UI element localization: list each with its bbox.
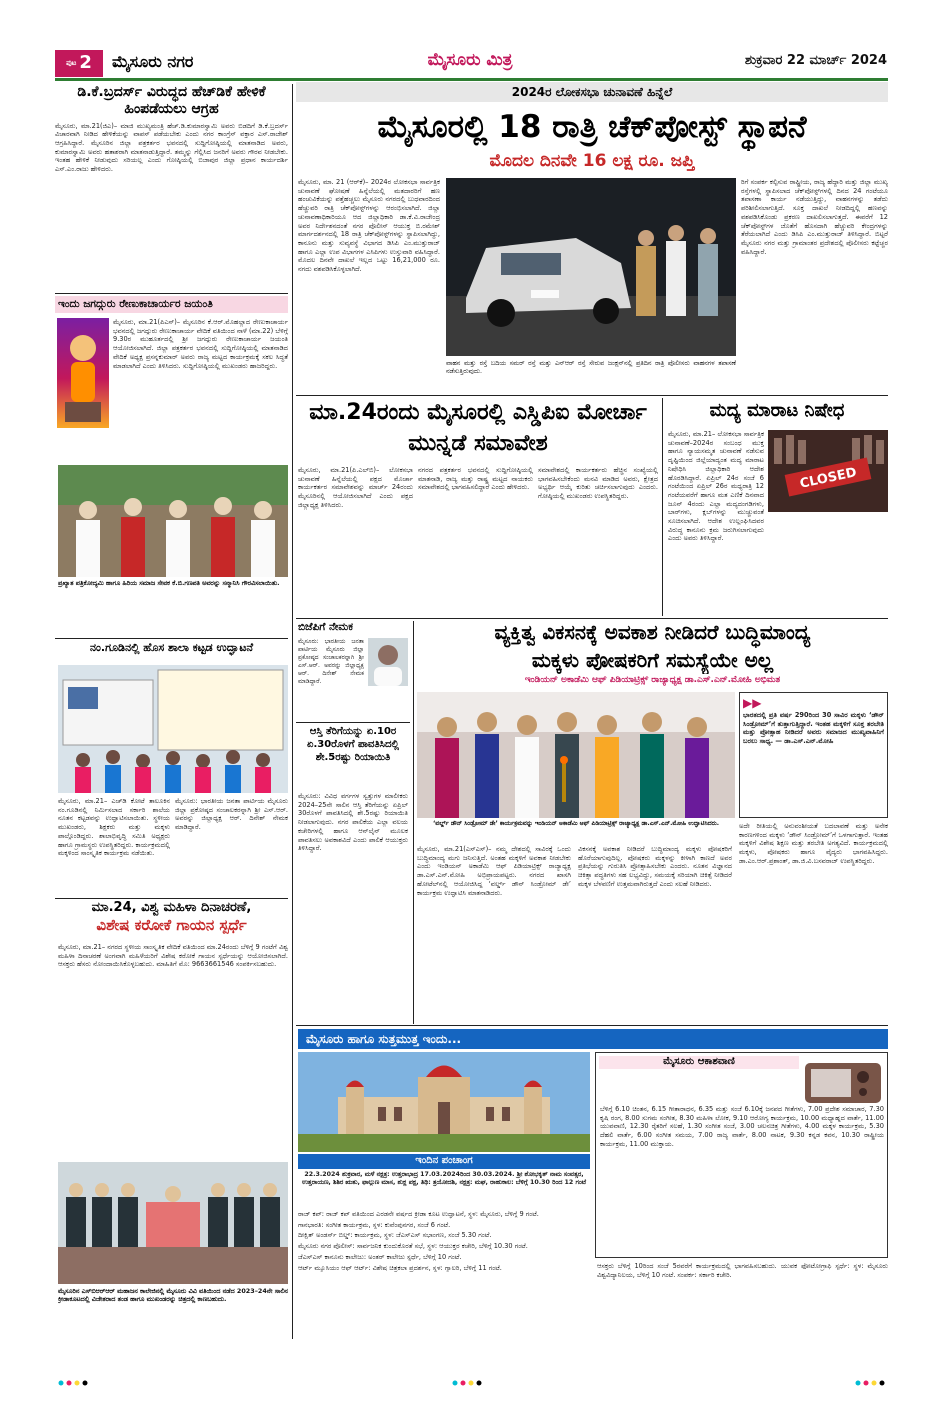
award-photo: [58, 465, 288, 577]
event-item: ಗಾನಭಾರತಿ: ಸಂಗೀತ ಕಾರ್ಯಕ್ರಮ, ಸ್ಥಳ: ಕುವೆಂಪುನಗರ, ಸಂಜೆ 6 ಗಂಟೆ.: [298, 1220, 451, 1229]
print-marks: [55, 1378, 888, 1388]
radio-schedule: ಬೆಳಿಗ್ಗೆ 6.10 ಚಿಂತನ, 6.15 ಗೀತಾರಾಧನ, 6.35 ಮತ್ತು ಸಂಜೆ 6.10ಕ್ಕೆ ಜನಪದ ಗೀತೆಗಳು, 7.00 ಪ್ರದೇಶ ಸಮಾಚಾರ, 7.30 ಕೃಷಿ ರಂಗ, 8.00 ಸುಗಮ ಸಂಗೀತ, 8.30 ಮಹಿಳಾ ಲೋಕ, 9.10 ಆರೋಗ್ಯ ಕಾರ್ಯಕ್ರಮ, 10.00 ಮಧ್ಯಾಹ್ನದ ವಾರ್ತೆ, 11.00 ಯುವವಾಣಿ, 12.30 ರೈತರಿಗೆ ಸಲಹೆ, 1.30 ಸಂಗೀತ ಸಂಜೆ, 3.00 ಚಲನಚಿತ್ರ ಗೀತೆಗಳು, 4.00 ಮಕ್ಕಳ ಕಾರ್ಯಕ್ರಮ, 5.30 ದೆಹಲಿ ವಾರ್ತೆ, 6.00 ಸಂಗೀತ ಸಮಯ, 7.00 ರಾಜ್ಯ ವಾರ್ತೆ, 8.00 ನಾಟಕ, 9.30 ಕನ್ನಡ ಕವನ, 10.30 ರಾಷ್ಟ್ರೀಯ ಕಾರ್ಯಕ್ರಮ, 11.00 ಮುಕ್ತಾಯ.: [600, 1105, 884, 1148]
lead-photo: [446, 178, 736, 356]
radio-icon: [803, 1057, 883, 1105]
tax-headline: ಆಸ್ತಿ ತೆರಿಗೆಯನ್ನು ಏ.10ರ ಏ.30ರೊಳಗೆ ಪಾವತಿಸಿದಲ್ಲಿ ಶೇ.5ರಷ್ಟು ರಿಯಾಯಿತಿ: [307, 726, 399, 763]
column-rule: [292, 84, 293, 1339]
lead-headline: ಮೈಸೂರಲ್ಲಿ 18 ರಾತ್ರಿ ಚೆಕ್‌ಪೋಸ್ಟ್ ಸ್ಥಾಪನೆ: [377, 109, 807, 145]
lead-subhead: ಮೊದಲ ದಿನವೇ 16 ಲಕ್ಷ ರೂ. ಜಪ್ತಿ: [489, 151, 695, 171]
autism-col-1: ಮೈಸೂರು, ಮಾ.21(ಎಸ್‌ಎಸ್)– ನಮ್ಮ ದೇಶದಲ್ಲಿ ಸಾವಿರಕ್ಕೆ ಒಂದು ಬುದ್ಧಿಮಾಂದ್ಯ ಮಗು ಜನಿಸುತ್ತಿದೆ. ಅಂತಹ ಮಕ್ಕಳಿಗೆ ಅವಕಾಶ ನೀಡಬೇಕು ಎಂದು ಇಂಡಿಯನ್ ಅಕಾಡೆಮಿ ಆಫ್ ಪಿಡಿಯಾಟ್ರಿಕ್ಸ್ ರಾಜ್ಯಾಧ್ಯಕ್ಷ ಡಾ.ಎಸ್.ಎನ್.ಮೋಹಿ ಅಭಿಪ್ರಾಯಪಟ್ಟರು. ನಗರದ ಖಾಸಗಿ ಹೋಟೆಲ್‌ನಲ್ಲಿ ಆಯೋಜಿಸಿದ್ದ ‘ವರ್ಲ್ಡ್ ಡೌನ್ ಸಿಂಡ್ರೋಮ್ ಡೇ’ ಕಾರ್ಯಕ್ರಮ ಉದ್ಘಾಟಿಸಿ ಮಾತನಾಡಿದರು.: [417, 845, 571, 897]
autism-subhead: ಇಂಡಿಯನ್ ಅಕಾಡೆಮಿ ಆಫ್ ಪಿಡಿಯಾಟ್ರಿಕ್ಸ್ ರಾಜ್ಯಾಧ್ಯಕ್ಷ ಡಾ.ಎಸ್.ಎನ್.ಮೋಹಿ ಅಭಿಮತ: [524, 675, 781, 685]
event-item: ಮೈಸೂರು ನಗರ ಪೊಲೀಸ್: ಸಾರ್ವಜನಿಕ ಕುಂದುಕೊರತೆ ಸಭೆ, ಸ್ಥಳ: ಆಯುಕ್ತರ ಕಚೇರಿ, ಬೆಳಿಗ್ಗೆ 10.30 ಗಂಟೆ.: [298, 1242, 528, 1251]
masthead-rule: [55, 78, 888, 81]
school-body-2: [175, 797, 288, 897]
sdpi-col-2: ನಗರದ ಪತ್ರಕರ್ತರ ಭವನದಲ್ಲಿ ಸುದ್ದಿಗೋಷ್ಠಿಯಲ್ಲಿ ಮಾತನಾಡಿ, ರಾಜ್ಯ ಮತ್ತು ರಾಷ್ಟ್ರ ಮಟ್ಟದ ನಾಯಕರು ಸಮಾವೇಶದಲ್ಲಿ ಭಾಗವಹಿಸಲಿದ್ದಾರೆ ಎಂದು ಹೇಳಿದರು.: [418, 466, 533, 492]
autism-caption: ‘ವರ್ಲ್ಡ್ ಡೌನ್ ಸಿಂಡ್ರೋಮ್ ಡೇ’ ಕಾರ್ಯಕ್ರಮವನ್ನು ಇಂಡಿಯನ್ ಅಕಾಡೆಮಿ ಆಫ್ ಪಿಡಿಯಾಟ್ರಿಕ್ಸ್ ರಾಜ್ಯಾಧ್ಯಕ್ಷ ಡಾ.ಎಸ್.ಎನ್.ಮೋಹಿ ಉದ್ಘಾಟಿಸಿದರು.: [432, 820, 720, 827]
renuka-headline: ಇಂದು ಜಗದ್ಗುರು ರೇಣುಕಾಚಾರ್ಯರ ಜಯಂತಿ: [55, 296, 288, 313]
lead-photo-caption: ವಾಹನ ಮತ್ತು ರಸ್ತೆ ಬದಿಯ ಸಮರ್ ರಸ್ತೆ ಮತ್ತು ಎನ್ಆರ್ ರಸ್ತೆ ಸೇರುವ ಜಂಕ್ಷನ್‌ನಲ್ಲಿ ಪ್ರತಿದಿನ ರಾತ್ರಿ ಪೊಲೀಸರು ವಾಹನಗಳ ತಪಾಸಣೆ ನಡೆಸುತ್ತಿರುವುದು.: [446, 359, 736, 376]
section-title: ಮೈಸೂರು ನಗರ: [112, 52, 194, 71]
lamp-lighting-icon: [417, 692, 735, 818]
award-caption: ಪ್ರಖ್ಯಾತ ಪತ್ರಿಕೋದ್ಯಮಿ ಹಾಗೂ ಹಿರಿಯ ಸಮಾಜ ಸೇವಕ ಕೆ.ಬಿ.ಗಣಪತಿ ಅವರನ್ನು ಸನ್ಮಾನಿಸಿ ಗೌರವಿಸಲಾಯಿತು.: [58, 579, 280, 587]
liquor-photo: [768, 430, 888, 512]
group-people-icon: [58, 465, 288, 577]
page-number-badge: [55, 50, 103, 77]
quote-arrow-icon: ▶▶: [743, 696, 762, 710]
renuka-article: [55, 296, 288, 461]
event-item: ದೀಕ್ಷಿತ್ ಅಂಡರ್ಸ್ ಬಿಲ್ಡ್: ಕಾರ್ಯಕ್ರಮ, ಸ್ಥಳ: ಜೆಎಸ್‌ಎಸ್ ಸಭಾಂಗಣ, ಸಂಜೆ 5.30 ಗಂಟೆ.: [298, 1231, 492, 1240]
school-body-1: ಮೈಸೂರು, ಮಾ.21– ಎಚ್‌ಡಿ ಕೋಟೆ ತಾಲೂಕಿನ ನಂ.ಗೂಡಿನಲ್ಲಿ ನಿರ್ಮಿಸಲಾದ ಸರ್ಕಾರಿ ಶಾಲೆಯ ನೂತನ ಕಟ್ಟಡವನ್ನು ಉದ್ಘಾಟಿಸಲಾಯಿತು. ಸ್ಥಳೀಯ ಮುಖಂಡರು, ಶಿಕ್ಷಕರು ಮತ್ತು ಮಕ್ಕಳು ಪಾಲ್ಗೊಂಡಿದ್ದರು. ಶಾಲಾಭಿವೃದ್ಧಿ ಸಮಿತಿ ಅಧ್ಯಕ್ಷರು ಹಾಗೂ ಗ್ರಾಮಸ್ಥರು ಉಪಸ್ಥಿತರಿದ್ದರು. ಕಾರ್ಯಕ್ರಮದಲ್ಲಿ ಮಕ್ಕಳಿಂದ ಸಾಂಸ್ಕೃತಿಕ ಕಾರ್ಯಕ್ರಮ ನಡೆಯಿತು.: [58, 797, 170, 858]
sports-photo: [58, 1162, 288, 1284]
events-list: [298, 1210, 590, 1340]
divider: [296, 1025, 888, 1026]
mysore-palace-icon: [298, 1052, 590, 1152]
radio-title: ಮೈಸೂರು ಆಕಾಶವಾಣಿ: [599, 1056, 799, 1069]
dk-body: ಮೈಸೂರು, ಮಾ.21(ಜಿಎ)– ಮಾಜಿ ಮುಖ್ಯಮಂತ್ರಿ ಹೆಚ್.ಡಿ.ಕುಮಾರಸ್ವಾಮಿ ಅವರು ಬಿಡದಿಗೆ ಡಿ.ಕೆ.ಬ್ರದರ್ಸ್ ವಿಚಾರವಾಗಿ ನೀಡಿದ ಹೇಳಿಕೆಯನ್ನು ವಾಪಸ್ ಪಡೆಯಬೇಕು ಎಂದು ನಗರ ಕಾಂಗ್ರೆಸ್ ವಕ್ತಾರ ಎಸ್.ರಾಜೇಶ್ ಆಗ್ರಹಿಸಿದ್ದಾರೆ. ಮೈಸೂರಿನ ಜಿಲ್ಲಾ ಪತ್ರಕರ್ತರ ಭವನದಲ್ಲಿ ಸುದ್ದಿಗೋಷ್ಠಿಯಲ್ಲಿ ಮಾತನಾಡಿದ ಅವರು, ಕುಮಾರಸ್ವಾಮಿ ಅವರು ಹತಾಶರಾಗಿ ಮಾತನಾಡುತ್ತಿದ್ದಾರೆ. ತಮ್ಮನ್ನು ಗೆಲ್ಲಿಸಿದ ಜನರಿಗೆ ಅವರು ಗೌರವ ನೀಡಬೇಕು. ಇಂತಹ ಹೇಳಿಕೆ ನೀಡುವುದು ಸರಿಯಲ್ಲ ಎಂದು ಗೋಷ್ಠಿಯಲ್ಲಿ ಬಿಜಾಪುರ ಜಿಲ್ಲಾ ಪ್ರಧಾನ ಕಾರ್ಯದರ್ಶಿ ಎಸ್.ಎಂ.ರಾಜು ಹೇಳಿದರು.: [55, 121, 288, 174]
event-item: ಆರ್ಟ್ ಮ್ಯೂಸಿಯಂ ಆಫ್ ಆರ್ಟ್: ವಿಶೇಷ ಚಿತ್ರಕಲಾ ಪ್ರದರ್ಶನ, ಸ್ಥಳ: ಗ್ಯಾಲರಿ, ಬೆಳಿಗ್ಗೆ 11 ಗಂಟೆ.: [298, 1263, 502, 1272]
event-item: ರಾಜ್ ಕಪ್: ರಾಜ್ ಕಪ್ ವತಿಯಿಂದ ಎರಡನೇ ವರ್ಷದ ಕ್ರೀಡಾ ಕೂಟ ಉದ್ಘಾಟನೆ, ಸ್ಥಳ: ಮೈಸೂರು, ಬೆಳಿಗ್ಗೆ 9 ಗಂಟೆ.: [298, 1210, 539, 1218]
divider: [296, 722, 410, 723]
panchanga-box: [298, 1154, 590, 1206]
registration-dots-icon: [55, 1378, 888, 1388]
panchanga-title: ಇಂದಿನ ಪಂಚಾಂಗ: [298, 1154, 590, 1169]
divider: [296, 395, 888, 396]
sdpi-col-1: ಮೈಸೂರು, ಮಾ.21(ಪಿ.ಎಲ್‌ಬಿ)– ಲೋಕಸಭಾ ಚುನಾವಣೆ ಹಿನ್ನೆಲೆಯಲ್ಲಿ ಪಕ್ಷದ ಮೊರ್ಚಾ ಕಾರ್ಯಕರ್ತರ ಸಮಾವೇಶವನ್ನು ಮಾರ್ಚ್ 24ರಂದು ಮೈಸೂರಿನಲ್ಲಿ ಆಯೋಜಿಸಲಾಗಿದೆ ಎಂದು ಪಕ್ಷದ ಜಿಲ್ಲಾಧ್ಯಕ್ಷ ತಿಳಿಸಿದರು.: [298, 466, 413, 509]
autism-col-3: ಅದೇ ರೀತಿಯಲ್ಲಿ ಅನುವಂಶೀಯತೆ ಬದಲಾವಣೆ ಮತ್ತು ಅನೇಕ ಕಾರಣಗಳಿಂದ ಮಕ್ಕಳು ‘ಡೌನ್ ಸಿಂಡ್ರೋಮ್’ಗೆ ಒಳಗಾಗುತ್ತಾರೆ. ಇಂತಹ ಮಕ್ಕಳಿಗೆ ವಿಶೇಷ ಶಿಕ್ಷಣ ಮತ್ತು ತರಬೇತಿ ಅಗತ್ಯವಿದೆ. ಕಾರ್ಯಕ್ರಮದಲ್ಲಿ ಮಕ್ಕಳು, ಪೋಷಕರು ಹಾಗೂ ವೈದ್ಯರು ಭಾಗವಹಿಸಿದ್ದರು. ಡಾ.ಎಂ.ಆರ್.ಪ್ರಶಾಂತ್, ಡಾ.ಜಿ.ವಿ.ಬಸವರಾಜ್ ಉಪಸ್ಥಿತರಿದ್ದರು.: [739, 822, 888, 865]
deity-icon: [57, 318, 109, 428]
autism-photo: [417, 692, 735, 818]
panchanga-text: 22.3.2024 ಶುಕ್ರವಾರ, ಮಳೆ ನಕ್ಷತ್ರ: ಉತ್ತರಾಭಾದ್ರ 17.03.2024ರಿಂದ 30.03.2024. ಶ್ರೀ ಶೋಭಕೃತ್ ನಾಮ ಸಂವತ್ಸರ, ಉತ್ತರಾಯಣ, ಶಿಶಿರ ಋತು, ಫಾಲ್ಗುಣ ಮಾಸ, ಶುಕ್ಲ ಪಕ್ಷ, ತಿಥಿ: ತ್ರಯೋದಶಿ, ನಕ್ಷತ್ರ: ಮಘ, ರಾಹುಕಾಲ: ಬೆಳಿಗ್ಗೆ 10.30 ರಿಂದ 12 ಗಂಟೆ: [301, 1170, 587, 1186]
renuka-body: ಮೈಸೂರು, ಮಾ.21(ಪಿಎಸ್)– ಮೈಸೂರಿನ ಕೆ.ಆರ್.ಮೊಹಲ್ಲಾದ ರೇಣುಕಾಚಾರ್ಯ ಭವನದಲ್ಲಿ ಜಗದ್ಗುರು ರೇಣುಕಾಚಾರ್ಯ ವೇದಿಕೆ ವತಿಯಿಂದ ನಾಳೆ (ಮಾ.22) ಬೆಳಿಗ್ಗೆ 9.30ರ ಮುಹೂರ್ತದಲ್ಲಿ ಶ್ರೀ ಜಗದ್ಗುರು ರೇಣುಕಾಚಾರ್ಯ ಜಯಂತಿ ಆಯೋಜಿಸಲಾಗಿದೆ. ಜಿಲ್ಲಾ ಪತ್ರಕರ್ತರ ಭವನದಲ್ಲಿ ಸುದ್ದಿಗೋಷ್ಠಿಯಲ್ಲಿ ಮಾತನಾಡಿದ ವೇದಿಕೆ ಅಧ್ಯಕ್ಷ ಪ್ರಸನ್ನಕುಮಾರ್ ಅವರು ರಾಜ್ಯ ಮಟ್ಟದ ಕಾರ್ಯಕ್ರಮಕ್ಕೆ ಸಕಲ ಸಿದ್ಧತೆ ಮಾಡಲಾಗಿದೆ ಎಂದು ತಿಳಿಸಿದರು. ಸುದ್ದಿಗೋಷ್ಠಿಯಲ್ಲಿ ಮುಖಂಡರು ಹಾಜರಿದ್ದರು.: [113, 318, 288, 370]
today-extra: ಆಸಕ್ತರು ಬೆಳಿಗ್ಗೆ 10ರಿಂದ ಸಂಜೆ 5ರವರೆಗೆ ಕಾರ್ಯಕ್ರಮದಲ್ಲಿ ಭಾಗವಹಿಸಬಹುದು. ಯುವಕ ಫೋಟೋಗ್ರಾಫಿ ಸ್ಪರ್ಧೆ: ಸ್ಥಳ: ಮೈಸೂರು ವಿಶ್ವವಿದ್ಯಾನಿಲಯ, ಬೆಳಿಗ್ಗೆ 10 ಗಂಟೆ. ಸಂಪರ್ಕ: ಸರ್ಕಾರಿ ಕಚೇರಿ.: [597, 1262, 888, 1279]
karaoke-headline-1: ಮಾ.24, ವಿಶ್ವ ಮಹಿಳಾ ದಿನಾಚರಣೆ,: [91, 900, 252, 915]
page-number: 2: [79, 52, 92, 74]
bjp-portrait: [368, 638, 408, 686]
divider: [55, 898, 288, 899]
divider: [296, 618, 888, 619]
palace-photo: [298, 1052, 590, 1152]
lead-kicker: 2024ರ ಲೋಕಸಭಾ ಚುನಾವಣೆ ಹಿನ್ನೆಲೆ: [296, 82, 888, 102]
today-banner: ಮೈಸೂರು ಹಾಗೂ ಸುತ್ತಮುತ್ತ ಇಂದು...: [298, 1029, 888, 1049]
school-headline: ನಂ.ಗೂಡಿನಲ್ಲಿ ಹೊಸ ಶಾಲಾ ಕಟ್ಟಡ ಉದ್ಘಾಟನೆ: [89, 641, 254, 654]
sports-caption: ಮೈಸೂರಿನ ಎಸ್‌ಬಿಆರ್‌ಆರ್ ಮಹಾಜನ ಕಾಲೇಜಿನಲ್ಲಿ ಮೈಸೂರು ವಿವಿ ವತಿಯಿಂದ ನಡೆದ 2023–24ನೇ ಸಾಲಿನ ಕ್ರೀಡಾಕೂಟದಲ್ಲಿ ವಿಜೇತರಾದ ತಂಡ ಹಾಗೂ ಮುಖಂಡರನ್ನು ಚಿತ್ರದಲ್ಲಿ ಕಾಣಬಹುದು.: [58, 1287, 288, 1304]
closed-shop-icon: [768, 430, 888, 512]
checkpost-car-icon: [446, 178, 736, 356]
column-rule: [662, 398, 663, 616]
autism-col-2: ವಿಕಸನಕ್ಕೆ ಅವಕಾಶ ನೀಡಿದರೆ ಬುದ್ಧಿಮಾಂದ್ಯ ಮಕ್ಕಳು ಪೋಷಕರಿಗೆ ಹೊರೆಯಾಗುವುದಿಲ್ಲ. ಪೋಷಕರು ಮಕ್ಕಳನ್ನು ಕೀಳಾಗಿ ಕಾಣದೆ ಅವರ ಪ್ರತಿಭೆಯನ್ನು ಗುರುತಿಸಿ ಪ್ರೋತ್ಸಾಹಿಸಬೇಕು ಎಂದರು. ನೂತನ ವಿಜ್ಞಾನದ ಚಿಕಿತ್ಸಾ ಪದ್ಧತಿಗಳು ಸಹ ಲಭ್ಯವಿದ್ದು, ಸಮಯಕ್ಕೆ ಸರಿಯಾಗಿ ಚಿಕಿತ್ಸೆ ನೀಡಿದರೆ ಮಕ್ಕಳ ಬೆಳವಣಿಗೆ ಉತ್ತಮವಾಗಿರುತ್ತದೆ ಎಂದು ಸಲಹೆ ನೀಡಿದರು.: [578, 845, 732, 888]
dk-headline: ಡಿ.ಕೆ.ಬ್ರದರ್ಸ್ ವಿರುದ್ಧದ ಹೆಚ್‌ಡಿಕೆ ಹೇಳಿಕೆ ಹಿಂಪಡೆಯಲು ಆಗ್ರಹ: [77, 84, 266, 117]
autism-headline-1: ವ್ಯಕ್ತಿತ್ವ ವಿಕಸನಕ್ಕೆ ಅವಕಾಶ ನೀಡಿದರೆ ಬುದ್ಧಿಮಾಂದ್ಯ: [494, 620, 811, 644]
autism-headline-2: ಮಕ್ಕಳು ಪೋಷಕರಿಗೆ ಸಮಸ್ಯೆಯೇ ಅಲ್ಲ: [531, 648, 774, 672]
tax-body: ಮೈಸೂರು: ವಿವಿಧ ವರ್ಗಗಳ ಸ್ವತ್ತುಗಳ ಮಾಲೀಕರು 2024–25ನೇ ಸಾಲಿನ ಆಸ್ತಿ ತೆರಿಗೆಯನ್ನು ಏಪ್ರಿಲ್ 30ರೊಳಗೆ ಪಾವತಿಸಿದಲ್ಲಿ ಶೇ.5ರಷ್ಟು ರಿಯಾಯಿತಿ ನೀಡಲಾಗುವುದು. ನಗರ ಪಾಲಿಕೆಯ ಎಲ್ಲಾ ವಲಯ ಕಚೇರಿಗಳಲ್ಲಿ ಹಾಗೂ ಆನ್‌ಲೈನ್ ಮೂಲಕ ಪಾವತಿಸಲು ಅವಕಾಶವಿದೆ ಎಂದು ಪಾಲಿಕೆ ಆಯುಕ್ತರು ತಿಳಿಸಿದ್ದಾರೆ.: [298, 792, 408, 853]
page-label: ಪುಟ: [66, 59, 77, 68]
school-photo: [58, 665, 288, 793]
bjp-headline: ಬಿಜೆಪಿಗೆ ನೇಮಕ: [298, 621, 354, 633]
autism-quote-box: [739, 692, 888, 818]
dk-article: [55, 84, 288, 290]
divider: [55, 293, 288, 294]
lead-col-3: ರಿಗೆ ಸಂಪರ್ಕ ಕಲ್ಪಿಸುವ ರಾಷ್ಟ್ರೀಯ, ರಾಜ್ಯ ಹೆದ್ದಾರಿ ಮತ್ತು ಜಿಲ್ಲಾ ಮುಖ್ಯ ರಸ್ತೆಗಳಲ್ಲಿ ಸ್ಥಾಪಿಸಲಾದ ಚೆಕ್‌ಪೋಸ್ಟ್‌ಗಳಲ್ಲಿ ದಿನದ 24 ಗಂಟೆಯೂ ತಪಾಸಣಾ ಕಾರ್ಯ ನಡೆಯುತ್ತಿದ್ದು, ವಾಹನಗಳನ್ನು ತಡೆದು ಪರಿಶೀಲಿಸಲಾಗುತ್ತಿದೆ. ಸೂಕ್ತ ದಾಖಲೆ ನೀಡದಿದ್ದಲ್ಲಿ ಹಣವನ್ನು ವಶಪಡಿಸಿಕೊಂಡು ಪ್ರಕರಣ ದಾಖಲಿಸಲಾಗುತ್ತದೆ. ಈವರೆಗೆ 12 ಚೆಕ್‌ಪೋಸ್ಟ್‌ಗಳ ಜೊತೆಗೆ ಹೊಸದಾಗಿ ಹೆಚ್ಚುವರಿ ಕೇಂದ್ರಗಳನ್ನು ತೆರೆಯಲಾಗಿದೆ ಎಂದು ಡಿಸಿಪಿ ಎಂ.ಮುತ್ತುರಾಜ್ ತಿಳಿಸಿದ್ದಾರೆ. ಬಿಟ್ಟರೆ ಮೈಸೂರು ನಗರ ಮತ್ತು ಗ್ರಾಮಾಂತರ ಪ್ರದೇಶದಲ್ಲಿ ಪೊಲೀಸರು ಕಟ್ಟೆಚ್ಚರ ವಹಿಸಿದ್ದಾರೆ.: [741, 178, 888, 256]
issue-date: ಶುಕ್ರವಾರ 22 ಮಾರ್ಚ್ 2024: [744, 53, 887, 68]
sdpi-headline: ಮಾ.24ರಂದು ಮೈಸೂರಲ್ಲಿ ಎಸ್ಡಿಪಿಐ ಮೋರ್ಚಾ ಮುನ್ನಡೆ ಸಮಾವೇಶ: [309, 400, 647, 456]
karaoke-headline-2: ವಿಶೇಷ ಕರೋಕೆ ಗಾಯನ ಸ್ಪರ್ಧೆ: [96, 916, 247, 935]
renuka-portrait: [57, 318, 109, 428]
person-portrait-icon: [368, 638, 408, 686]
column-rule: [413, 621, 414, 1024]
svg-text:CLOSED: CLOSED: [798, 465, 858, 492]
liquor-headline: ಮದ್ಯ ಮಾರಾಟ ನಿಷೇಧ: [709, 400, 845, 421]
event-item: ಜೆಎಸ್‌ಎಸ್ ಕಾನೂನು ಕಾಲೇಜು: ಅಂತರ್ ಕಾಲೇಜು ಸ್ಪರ್ಧೆ, ಬೆಳಿಗ್ಗೆ 10 ಗಂಟೆ.: [298, 1252, 462, 1261]
paper-name: ಮೈಸೂರು ಮಿತ್ರ: [427, 50, 513, 70]
bjp-body: ಮೈಸೂರು: ಭಾರತೀಯ ಜನತಾ ಪಾರ್ಟಿಯ ಮೈಸೂರು ಜಿಲ್ಲಾ ಪ್ರಕೋಷ್ಠದ ಸಂಚಾಲಕರನ್ನಾಗಿ ಶ್ರೀ ಎಸ್.ಆರ್. ಅವರನ್ನು ಜಿಲ್ಲಾಧ್ಯಕ್ಷ ಆರ್. ದಿನೇಶ್ ನೇಮಕ ಮಾಡಿದ್ದಾರೆ.: [298, 638, 364, 685]
divider: [55, 638, 288, 639]
lead-col-1: ಮೈಸೂರು, ಮಾ. 21 (ಆರ್‌ಕೆ)– 2024ರ ಲೋಕಸಭಾ ಸಾರ್ವತ್ರಿಕ ಚುನಾವಣೆ ಘೋಷಣೆ ಹಿನ್ನೆಲೆಯಲ್ಲಿ ಮತದಾರರಿಗೆ ಹಣ ಹಂಚುವಿಕೆಯನ್ನು ಪತ್ತೆಹಚ್ಚಲು ಮೈಸೂರು ನಗರದಲ್ಲಿ ಬುಧವಾರದಿಂದ ಹೆಚ್ಚುವರಿ ರಾತ್ರಿ ಚೆಕ್‌ಪೋಸ್ಟ್‌ಗಳನ್ನು ಆರಂಭಿಸಲಾಗಿದೆ. ಜಿಲ್ಲಾ ಚುನಾವಣಾಧಿಕಾರಿಯೂ ಆದ ಜಿಲ್ಲಾಧಿಕಾರಿ ಡಾ.ಕೆ.ವಿ.ರಾಜೇಂದ್ರ ಅವರ ನಿರ್ದೇಶನದಂತೆ ನಗರ ಪೊಲೀಸ್ ಆಯುಕ್ತ ಬಿ.ರಮೇಶ್ ಮಾರ್ಗದರ್ಶನದಲ್ಲಿ 18 ರಾತ್ರಿ ಚೆಕ್‌ಪೋಸ್ಟ್‌ಗಳನ್ನು ಸ್ಥಾಪಿಸಲಾಗಿದ್ದು, ಕಾನೂನು ಮತ್ತು ಸುವ್ಯವಸ್ಥೆ ವಿಭಾಗದ ಡಿಸಿಪಿ ಎಂ.ಮುತ್ತುರಾಜ್ ಹಾಗೂ ಎಲ್ಲಾ ಉಪ ವಿಭಾಗಗಳ ಎಸಿಪಿಗಳು ಉಸ್ತುವಾರಿ ವಹಿಸಿದ್ದಾರೆ. ಮೊದಲ ದಿನವೇ ದಾಖಲೆ ಇಲ್ಲದ ಒಟ್ಟು 16,21,000 ರೂ. ನಗದು ವಶಪಡಿಸಿಕೊಳ್ಳಲಾಗಿದೆ.: [298, 178, 440, 274]
liquor-body: ಮೈಸೂರು, ಮಾ.21– ಲೋಕಸಭಾ ಸಾರ್ವತ್ರಿಕ ಚುನಾವಣೆ–2024ರ ಸಂಬಂಧ ಮುಕ್ತ ಹಾಗೂ ನ್ಯಾಯಸಮ್ಮತ ಚುನಾವಣೆ ನಡೆಸುವ ದೃಷ್ಟಿಯಿಂದ ಜಿಲ್ಲೆಯಾದ್ಯಂತ ಮದ್ಯ ಮಾರಾಟ ನಿಷೇಧಿಸಿ ಜಿಲ್ಲಾಧಿಕಾರಿ ಆದೇಶ ಹೊರಡಿಸಿದ್ದಾರೆ. ಏಪ್ರಿಲ್ 24ರ ಸಂಜೆ 6 ಗಂಟೆಯಿಂದ ಏಪ್ರಿಲ್ 26ರ ಮಧ್ಯರಾತ್ರಿ 12 ಗಂಟೆಯವರೆಗೆ ಹಾಗೂ ಮತ ಎಣಿಕೆ ದಿನವಾದ ಜೂನ್ 4ರಂದು ಎಲ್ಲಾ ಮದ್ಯದಂಗಡಿಗಳು, ಬಾರ್‌ಗಳು, ಕ್ಲಬ್‌ಗಳನ್ನು ಮುಚ್ಚುವಂತೆ ಸೂಚಿಸಲಾಗಿದೆ. ಆದೇಶ ಉಲ್ಲಂಘಿಸಿದವರ ವಿರುದ್ಧ ಕಾನೂನು ಕ್ರಮ ಜರುಗಿಸಲಾಗುವುದು ಎಂದು ಅವರು ತಿಳಿಸಿದ್ದಾರೆ.: [668, 430, 764, 543]
sdpi-col-3: ಸಮಾವೇಶದಲ್ಲಿ ಕಾರ್ಯಕರ್ತರು ಹೆಚ್ಚಿನ ಸಂಖ್ಯೆಯಲ್ಲಿ ಭಾಗವಹಿಸಬೇಕೆಂದು ಮನವಿ ಮಾಡಿದ ಅವರು, ಕ್ಷೇತ್ರದ ಅಭ್ಯರ್ಥಿ ಆಯ್ಕೆ ಕುರಿತು ಚರ್ಚಿಸಲಾಗುವುದು ಎಂದರು. ಗೋಷ್ಠಿಯಲ್ಲಿ ಮುಖಂಡರು ಉಪಸ್ಥಿತರಿದ್ದರು.: [538, 466, 658, 501]
autism-quote: ಭಾರತದಲ್ಲಿ ಪ್ರತಿ ವರ್ಷ 290ರಿಂದ 30 ಸಾವಿರ ಮಕ್ಕಳು ‘ಡೌನ್ ಸಿಂಡ್ರೋಮ್’ಗೆ ತುತ್ತಾಗುತ್ತಿದ್ದಾರೆ. ಇಂತಹ ಮಕ್ಕಳಿಗೆ ಸೂಕ್ತ ತರಬೇತಿ ಮತ್ತು ಪ್ರೋತ್ಸಾಹ ನೀಡಿದರೆ ಅವರು ಸಮಾಜದ ಮುಖ್ಯವಾಹಿನಿಗೆ ಬರಲು ಸಾಧ್ಯ. — ಡಾ.ಎಸ್.ಎನ್.ಮೋಹಿ: [743, 711, 884, 746]
team-photo-icon: [58, 1162, 288, 1284]
school-building-icon: [58, 665, 288, 793]
radio-box: [595, 1052, 888, 1258]
karaoke-body: ಮೈಸೂರು, ಮಾ.21– ನಗರದ ಸ್ಥಳೀಯ ಸಾಂಸ್ಕೃತಿಕ ವೇದಿಕೆ ವತಿಯಿಂದ ಮಾ.24ರಂದು ಬೆಳಿಗ್ಗೆ 9 ಗಂಟೆಗೆ ವಿಶ್ವ ಮಹಿಳಾ ದಿನಾಚರಣೆ ಅಂಗವಾಗಿ ಮಹಿಳೆಯರಿಗೆ ವಿಶೇಷ ಕರೋಕೆ ಗಾಯನ ಸ್ಪರ್ಧೆಯನ್ನು ಆಯೋಜಿಸಲಾಗಿದೆ. ಆಸಕ್ತರು ಹೆಸರು ನೋಂದಾಯಿಸಿಕೊಳ್ಳಬಹುದು. ಮಾಹಿತಿಗೆ ಮೊ: 9663661546 ಸಂಪರ್ಕಿಸಬಹುದು.: [58, 943, 288, 969]
school-body-cont: ಮೈಸೂರು: ಭಾರತೀಯ ಜನತಾ ಪಾರ್ಟಿಯ ಮೈಸೂರು ಜಿಲ್ಲಾ ಪ್ರಕೋಷ್ಠದ ಸಂಚಾಲಕರನ್ನಾಗಿ ಶ್ರೀ ಎಸ್.ಆರ್. ಅವರನ್ನು ಜಿಲ್ಲಾಧ್ಯಕ್ಷ ಆರ್. ದಿನೇಶ್ ನೇಮಕ ಮಾಡಿದ್ದಾರೆ.: [175, 797, 288, 832]
